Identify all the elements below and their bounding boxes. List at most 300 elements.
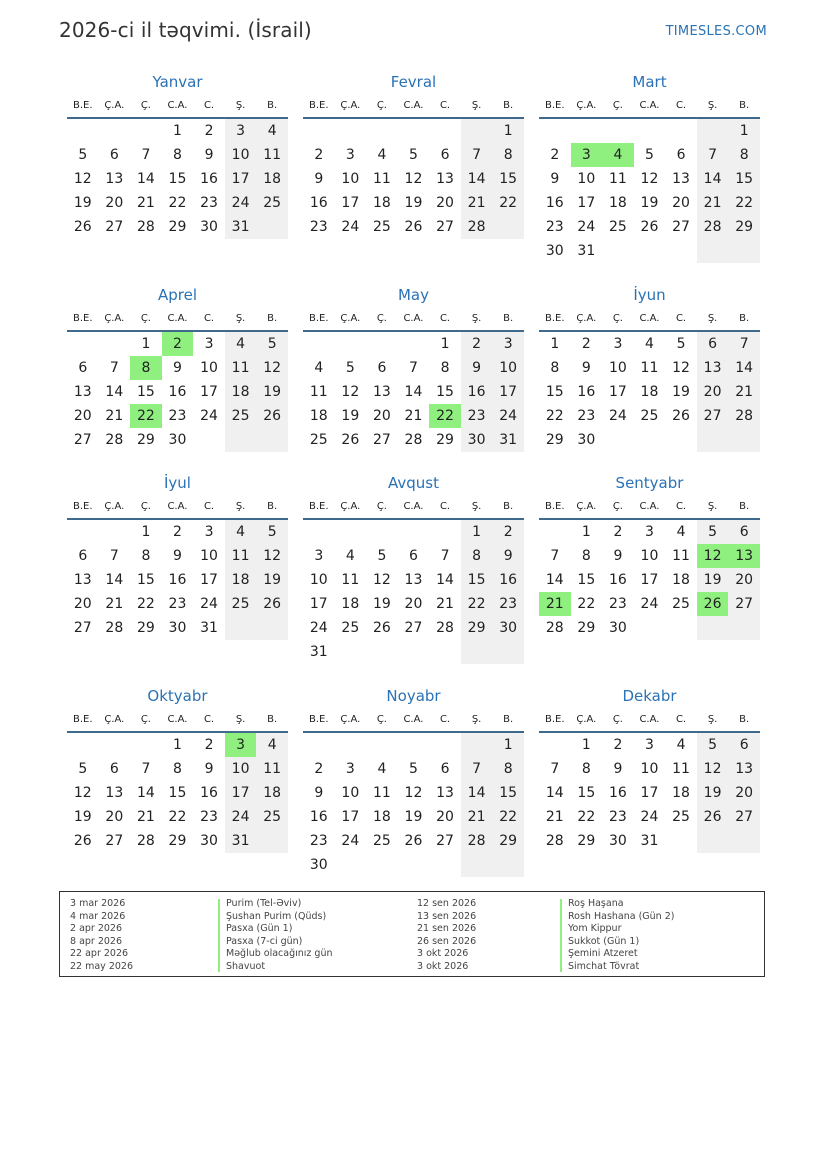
day-cell: 1 xyxy=(492,733,524,757)
day-grid xyxy=(67,520,288,640)
day-cell: 29 xyxy=(728,215,760,239)
day-cell: 26 xyxy=(372,620,391,636)
day-cell: 21 xyxy=(545,809,564,825)
day-cell: 23 xyxy=(200,809,218,825)
day-cell: 24 xyxy=(608,408,627,424)
day-cell: 2 xyxy=(204,123,214,139)
day-cell: 7 xyxy=(141,147,151,163)
day-cell: 31 xyxy=(640,833,659,849)
day-cell: 14 xyxy=(105,572,124,588)
day-cell: 3 xyxy=(645,524,654,540)
weekday-label: B. xyxy=(739,714,750,725)
day-empty xyxy=(461,733,493,757)
weekday-label: B. xyxy=(739,501,750,512)
day-cell: 14 xyxy=(461,167,493,191)
day-empty xyxy=(256,428,288,452)
legend-date: 2 apr 2026 xyxy=(70,923,123,934)
day-cell: 4 xyxy=(256,733,288,757)
day-cell: 6 xyxy=(676,147,686,163)
day-cell: 10 xyxy=(608,360,627,376)
day-cell: 5 xyxy=(697,520,729,544)
day-empty xyxy=(697,829,729,853)
holiday-legend xyxy=(59,891,765,977)
weekday-label: C.A. xyxy=(167,313,188,324)
legend-holiday-name: Purim (Tel-Əviv) xyxy=(226,898,302,909)
day-empty xyxy=(602,428,634,452)
month-name: İyun xyxy=(633,286,666,304)
day-empty xyxy=(335,119,367,143)
day-cell: 7 xyxy=(461,143,493,167)
day-cell: 4 xyxy=(676,524,686,540)
day-cell: 22 xyxy=(545,408,564,424)
day-cell: 8 xyxy=(728,143,760,167)
day-cell: 11 xyxy=(672,548,690,564)
legend-marker-left xyxy=(218,899,220,972)
holiday-day-cell: 8 xyxy=(130,356,162,380)
day-cell: 21 xyxy=(136,195,155,211)
day-cell: 8 xyxy=(173,147,182,163)
day-cell: 13 xyxy=(697,356,729,380)
day-empty xyxy=(67,733,99,757)
day-cell: 14 xyxy=(136,171,155,187)
weekday-label: C. xyxy=(675,100,687,111)
day-cell: 25 xyxy=(225,404,257,428)
day-empty xyxy=(429,520,461,544)
day-cell: 30 xyxy=(608,620,627,636)
day-cell: 23 xyxy=(577,408,596,424)
day-cell: 1 xyxy=(141,336,151,352)
day-cell: 1 xyxy=(461,520,493,544)
day-cell: 9 xyxy=(581,360,591,376)
day-cell: 4 xyxy=(645,336,654,352)
day-cell: 29 xyxy=(545,432,564,448)
day-cell: 26 xyxy=(73,219,92,235)
day-cell: 15 xyxy=(492,167,524,191)
legend-holiday-name: Rosh Hashana (Gün 2) xyxy=(568,910,675,922)
day-empty xyxy=(634,119,666,143)
weekday-label: Ç.A. xyxy=(576,100,597,111)
day-cell: 4 xyxy=(676,737,686,753)
day-cell: 12 xyxy=(404,171,423,187)
day-cell: 10 xyxy=(225,143,257,167)
month-3 xyxy=(539,72,760,263)
day-empty xyxy=(697,119,729,143)
weekday-label: Ş. xyxy=(707,714,718,725)
day-empty xyxy=(303,520,335,544)
weekday-label: Ç.A. xyxy=(576,501,597,512)
day-cell: 30 xyxy=(577,432,596,448)
day-cell: 5 xyxy=(78,147,88,163)
day-cell: 14 xyxy=(697,167,729,191)
day-cell: 9 xyxy=(492,544,524,568)
day-cell: 14 xyxy=(545,572,564,588)
day-empty xyxy=(461,853,493,877)
day-cell: 2 xyxy=(613,737,623,753)
day-empty xyxy=(398,520,430,544)
month-1 xyxy=(67,72,288,239)
day-cell: 12 xyxy=(73,785,92,801)
day-empty xyxy=(539,119,571,143)
day-cell: 16 xyxy=(608,572,627,588)
weekday-label: C.A. xyxy=(167,100,188,111)
holiday-day-cell: 2 xyxy=(162,332,194,356)
legend-date: 12 sen 2026 xyxy=(417,898,477,909)
day-empty xyxy=(429,119,461,143)
day-cell: 13 xyxy=(728,757,760,781)
day-cell: 9 xyxy=(613,548,623,564)
day-cell: 27 xyxy=(372,432,391,448)
day-cell: 12 xyxy=(697,757,729,781)
weekday-label: B. xyxy=(267,100,278,111)
day-cell: 12 xyxy=(404,785,423,801)
day-empty xyxy=(366,733,398,757)
day-cell: 19 xyxy=(697,781,729,805)
day-cell: 22 xyxy=(136,596,155,612)
day-cell: 3 xyxy=(225,119,257,143)
day-cell: 18 xyxy=(372,809,391,825)
day-cell: 9 xyxy=(550,171,560,187)
day-empty xyxy=(728,616,760,640)
brand-link[interactable]: TIMESLES.COM xyxy=(665,24,767,39)
day-grid xyxy=(539,520,760,640)
day-cell: 27 xyxy=(73,620,92,636)
day-cell: 25 xyxy=(256,191,288,215)
day-cell: 6 xyxy=(728,733,760,757)
day-cell: 25 xyxy=(372,833,391,849)
day-cell: 8 xyxy=(440,360,450,376)
day-empty xyxy=(303,733,335,757)
day-cell: 24 xyxy=(309,620,328,636)
day-cell: 31 xyxy=(200,620,218,636)
day-cell: 13 xyxy=(404,572,423,588)
weekday-label: B.E. xyxy=(73,501,93,512)
day-cell: 10 xyxy=(225,757,257,781)
weekday-label: Ç. xyxy=(140,100,151,111)
day-cell: 30 xyxy=(461,428,493,452)
weekday-label: C.A. xyxy=(639,501,660,512)
day-cell: 30 xyxy=(200,833,218,849)
day-cell: 27 xyxy=(728,592,760,616)
day-cell: 20 xyxy=(728,781,760,805)
day-cell: 14 xyxy=(436,572,454,588)
day-cell: 8 xyxy=(492,757,524,781)
day-cell: 19 xyxy=(404,809,423,825)
weekday-header xyxy=(303,95,524,119)
day-cell: 28 xyxy=(461,829,493,853)
weekday-label: C. xyxy=(675,501,687,512)
day-empty xyxy=(366,853,398,877)
day-cell: 22 xyxy=(728,191,760,215)
day-cell: 23 xyxy=(168,596,187,612)
weekday-label: Ç.A. xyxy=(340,501,361,512)
page-title: 2026-ci il təqvimi. (İsrail) xyxy=(59,18,312,42)
weekday-label: Ç. xyxy=(376,313,387,324)
day-cell: 8 xyxy=(141,548,151,564)
day-cell: 31 xyxy=(225,829,257,853)
day-cell: 19 xyxy=(73,809,92,825)
day-cell: 11 xyxy=(672,761,690,777)
weekday-header xyxy=(67,308,288,332)
day-empty xyxy=(366,332,398,356)
day-cell: 20 xyxy=(372,408,391,424)
day-cell: 27 xyxy=(105,833,124,849)
weekday-label: Ç. xyxy=(376,714,387,725)
weekday-label: C.A. xyxy=(639,100,660,111)
day-cell: 16 xyxy=(577,384,596,400)
day-cell: 17 xyxy=(640,785,659,801)
day-cell: 2 xyxy=(173,524,182,540)
legend-date: 3 mar 2026 xyxy=(70,898,126,909)
weekday-label: B. xyxy=(739,313,750,324)
legend-right-names xyxy=(568,898,674,973)
month-7 xyxy=(67,473,288,640)
day-cell: 4 xyxy=(225,332,257,356)
legend-holiday-name: Shavuot xyxy=(226,960,266,972)
day-cell: 17 xyxy=(225,167,257,191)
holiday-day-cell: 12 xyxy=(697,544,729,568)
month-name: Oktyabr xyxy=(147,687,208,705)
day-cell: 11 xyxy=(225,544,257,568)
day-cell: 27 xyxy=(436,219,454,235)
day-cell: 21 xyxy=(697,191,729,215)
day-empty xyxy=(697,428,729,452)
day-cell: 20 xyxy=(73,408,92,424)
day-empty xyxy=(67,332,99,356)
weekday-label: Ş. xyxy=(707,501,718,512)
weekday-header xyxy=(67,496,288,520)
day-cell: 11 xyxy=(640,360,659,376)
day-cell: 16 xyxy=(168,572,187,588)
day-cell: 27 xyxy=(436,833,454,849)
day-empty xyxy=(335,853,367,877)
day-cell: 18 xyxy=(341,596,360,612)
day-empty xyxy=(539,520,571,544)
day-cell: 26 xyxy=(697,805,729,829)
weekday-label: Ç. xyxy=(376,100,387,111)
weekday-label: C. xyxy=(675,714,687,725)
day-cell: 26 xyxy=(672,408,690,424)
day-cell: 11 xyxy=(309,384,328,400)
holiday-day-cell: 13 xyxy=(728,544,760,568)
day-empty xyxy=(335,332,367,356)
day-cell: 17 xyxy=(309,596,328,612)
day-cell: 3 xyxy=(645,737,654,753)
day-empty xyxy=(99,520,131,544)
weekday-label: B. xyxy=(503,714,514,725)
day-empty xyxy=(193,428,225,452)
day-cell: 7 xyxy=(550,548,560,564)
day-cell: 21 xyxy=(136,809,155,825)
day-cell: 6 xyxy=(78,548,88,564)
day-grid xyxy=(539,119,760,263)
day-cell: 4 xyxy=(377,147,387,163)
day-cell: 16 xyxy=(461,380,493,404)
day-empty xyxy=(492,215,524,239)
day-cell: 18 xyxy=(672,785,690,801)
day-cell: 17 xyxy=(341,809,360,825)
day-cell: 8 xyxy=(581,761,591,777)
day-cell: 24 xyxy=(640,809,659,825)
day-cell: 30 xyxy=(168,620,187,636)
day-cell: 1 xyxy=(581,737,591,753)
day-cell: 10 xyxy=(200,360,218,376)
weekday-label: Ç.A. xyxy=(576,714,597,725)
weekday-label: C. xyxy=(439,313,451,324)
day-cell: 10 xyxy=(341,785,360,801)
day-cell: 14 xyxy=(105,384,124,400)
weekday-header xyxy=(67,95,288,119)
day-empty xyxy=(602,119,634,143)
day-cell: 8 xyxy=(492,143,524,167)
weekday-label: Ç.A. xyxy=(340,714,361,725)
day-cell: 6 xyxy=(78,360,88,376)
day-cell: 17 xyxy=(608,384,627,400)
weekday-label: Ş. xyxy=(235,714,246,725)
holiday-day-cell: 26 xyxy=(697,592,729,616)
day-empty xyxy=(335,733,367,757)
day-cell: 29 xyxy=(436,432,454,448)
day-cell: 15 xyxy=(492,781,524,805)
day-cell: 17 xyxy=(341,195,360,211)
weekday-label: Ş. xyxy=(707,313,718,324)
day-empty xyxy=(225,616,257,640)
weekday-label: C.A. xyxy=(403,714,424,725)
day-cell: 13 xyxy=(105,171,124,187)
day-cell: 21 xyxy=(461,191,493,215)
day-empty xyxy=(303,332,335,356)
day-cell: 26 xyxy=(73,833,92,849)
legend-date: 3 okt 2026 xyxy=(417,960,469,972)
weekday-label: C.A. xyxy=(403,313,424,324)
day-cell: 17 xyxy=(492,380,524,404)
legend-holiday-name: Sukkot (Gün 1) xyxy=(568,935,640,947)
month-name: May xyxy=(397,286,429,304)
day-cell: 19 xyxy=(73,195,92,211)
legend-holiday-name: Simchat Tövrat xyxy=(568,960,640,972)
day-cell: 25 xyxy=(256,805,288,829)
day-empty xyxy=(99,119,131,143)
legend-holiday-name: Roş Haşana xyxy=(568,898,624,909)
legend-marker-right xyxy=(560,899,562,972)
day-cell: 14 xyxy=(728,356,760,380)
day-cell: 25 xyxy=(608,219,627,235)
weekday-label: Ş. xyxy=(235,501,246,512)
day-cell: 22 xyxy=(168,809,187,825)
day-cell: 2 xyxy=(461,332,493,356)
day-cell: 1 xyxy=(173,123,182,139)
day-empty xyxy=(429,733,461,757)
weekday-header xyxy=(303,308,524,332)
day-cell: 30 xyxy=(492,616,524,640)
day-cell: 31 xyxy=(492,428,524,452)
legend-date: 8 apr 2026 xyxy=(70,935,123,947)
day-cell: 26 xyxy=(404,219,423,235)
day-cell: 6 xyxy=(440,147,450,163)
day-cell: 6 xyxy=(109,761,119,777)
day-grid xyxy=(303,119,524,239)
day-cell: 3 xyxy=(613,336,623,352)
month-name: Fevral xyxy=(390,73,437,91)
day-grid xyxy=(67,733,288,853)
day-empty xyxy=(634,616,666,640)
weekday-label: C.A. xyxy=(403,100,424,111)
day-cell: 22 xyxy=(577,809,596,825)
weekday-header xyxy=(303,496,524,520)
day-cell: 15 xyxy=(728,167,760,191)
day-cell: 22 xyxy=(168,195,187,211)
day-cell: 5 xyxy=(256,520,288,544)
month-9 xyxy=(539,473,760,640)
weekday-label: B. xyxy=(503,501,514,512)
day-cell: 29 xyxy=(492,829,524,853)
day-cell: 25 xyxy=(672,809,690,825)
day-cell: 1 xyxy=(173,737,182,753)
day-cell: 11 xyxy=(341,572,360,588)
day-cell: 15 xyxy=(136,572,155,588)
holiday-day-cell: 4 xyxy=(602,143,634,167)
day-cell: 13 xyxy=(672,171,690,187)
legend-holiday-name: Şushan Purim (Qüds) xyxy=(226,910,327,922)
day-cell: 10 xyxy=(492,356,524,380)
day-empty xyxy=(67,520,99,544)
day-cell: 21 xyxy=(105,408,124,424)
day-cell: 28 xyxy=(105,432,124,448)
day-cell: 16 xyxy=(608,785,627,801)
day-cell: 10 xyxy=(200,548,218,564)
day-cell: 9 xyxy=(461,356,493,380)
weekday-label: B.E. xyxy=(545,313,565,324)
weekday-label: C. xyxy=(203,100,215,111)
day-grid xyxy=(67,119,288,239)
day-cell: 31 xyxy=(225,215,257,239)
day-cell: 16 xyxy=(168,384,187,400)
day-cell: 28 xyxy=(136,219,155,235)
day-empty xyxy=(429,853,461,877)
weekday-label: B.E. xyxy=(309,313,329,324)
day-cell: 9 xyxy=(314,785,324,801)
day-cell: 29 xyxy=(577,833,596,849)
day-cell: 6 xyxy=(440,761,450,777)
weekday-label: C. xyxy=(439,501,451,512)
day-cell: 29 xyxy=(168,833,187,849)
day-cell: 2 xyxy=(314,761,324,777)
day-cell: 11 xyxy=(608,171,627,187)
day-cell: 26 xyxy=(404,833,423,849)
day-empty xyxy=(335,640,367,664)
day-cell: 11 xyxy=(225,356,257,380)
weekday-label: B. xyxy=(503,313,514,324)
day-cell: 19 xyxy=(256,568,288,592)
day-empty xyxy=(461,640,493,664)
day-cell: 24 xyxy=(341,833,360,849)
day-cell: 18 xyxy=(640,384,659,400)
day-cell: 11 xyxy=(372,785,391,801)
day-cell: 4 xyxy=(345,548,355,564)
day-empty xyxy=(256,215,288,239)
day-cell: 17 xyxy=(225,781,257,805)
day-cell: 15 xyxy=(168,171,187,187)
month-name: Noyabr xyxy=(386,687,441,705)
day-empty xyxy=(634,239,666,263)
weekday-label: C. xyxy=(439,100,451,111)
weekday-label: Ş. xyxy=(707,100,718,111)
day-cell: 30 xyxy=(309,857,328,873)
month-5 xyxy=(303,285,524,452)
day-cell: 7 xyxy=(409,360,418,376)
day-cell: 28 xyxy=(436,620,454,636)
weekday-label: Ç.A. xyxy=(576,313,597,324)
weekday-label: C. xyxy=(675,313,687,324)
